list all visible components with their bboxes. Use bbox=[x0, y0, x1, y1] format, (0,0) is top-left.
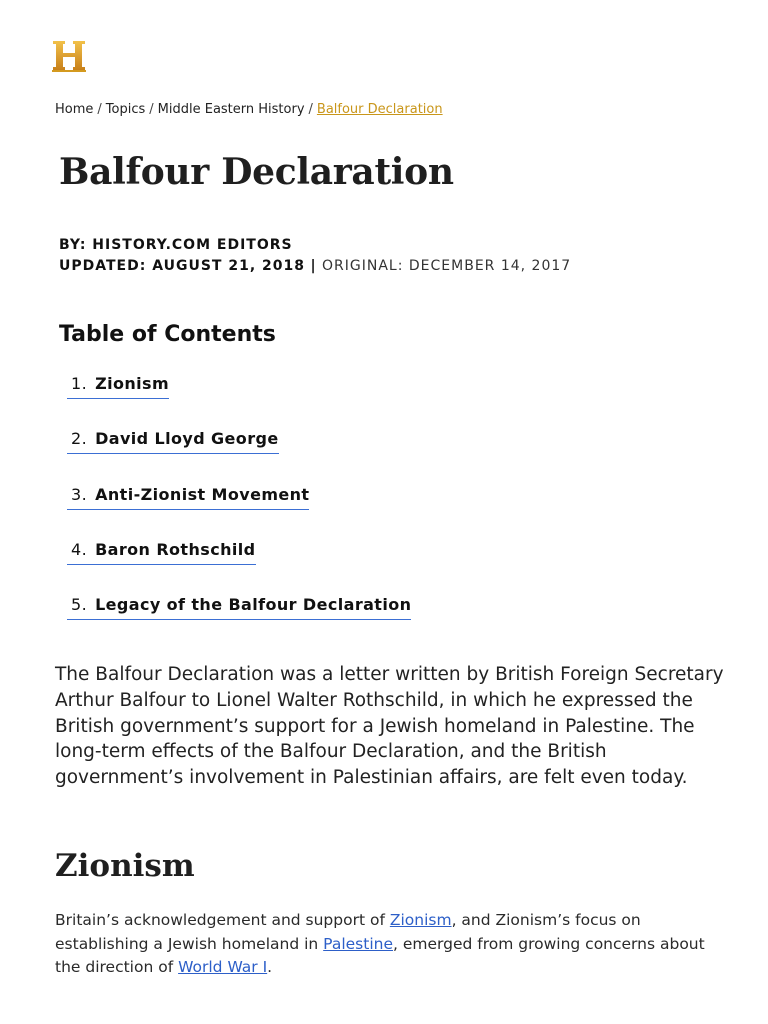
breadcrumb-separator: / bbox=[149, 102, 154, 117]
toc-link-david-lloyd-george[interactable] bbox=[67, 427, 279, 454]
author-label: BY: HISTORY.COM EDITORS bbox=[59, 237, 293, 253]
breadcrumb-middle-eastern-history[interactable]: Middle Eastern History bbox=[157, 102, 305, 117]
link-world-war-i[interactable]: World War I bbox=[178, 958, 268, 976]
toc-link-anti-zionist-movement[interactable] bbox=[67, 483, 309, 510]
toc-label: Legacy of the Balfour Declaration bbox=[95, 595, 412, 615]
byline-divider: | bbox=[310, 258, 317, 274]
toc-number: 4. bbox=[71, 539, 88, 559]
link-palestine[interactable]: Palestine bbox=[323, 934, 393, 953]
toc-label: Zionism bbox=[95, 374, 170, 393]
breadcrumb-separator: / bbox=[308, 102, 313, 117]
byline bbox=[59, 235, 571, 277]
toc-number: 2. bbox=[71, 429, 88, 449]
paragraph-text: , and Zionism’s focus on establishing a Jewish homeland in bbox=[55, 911, 641, 953]
paragraph-text: . bbox=[267, 958, 273, 976]
breadcrumb-topics[interactable]: Topics bbox=[105, 102, 146, 117]
toc-item bbox=[67, 593, 411, 648]
updated-date: UPDATED: AUGUST 21, 2018 bbox=[59, 258, 305, 274]
toc-label: Baron Rothschild bbox=[95, 539, 256, 559]
toc-link-zionism[interactable] bbox=[67, 372, 169, 399]
toc-label: Anti-Zionist Movement bbox=[95, 484, 310, 504]
toc-number: 1. bbox=[71, 374, 88, 393]
history-h-logo-icon bbox=[52, 40, 86, 72]
table-of-contents bbox=[67, 372, 411, 648]
toc-link-legacy[interactable] bbox=[67, 593, 411, 620]
breadcrumb-separator: / bbox=[97, 102, 102, 117]
original-date: ORIGINAL: DECEMBER 14, 2017 bbox=[322, 258, 572, 274]
toc-number: 3. bbox=[71, 484, 88, 504]
toc-link-baron-rothschild[interactable] bbox=[67, 538, 256, 565]
intro-paragraph: The Balfour Declaration was a letter written by British Foreign Secretary Arthur Balfour to Lionel Walter Rothschild, in which he expressed the British government’s support for a Jewish homeland in Palestine. The long-term effects of the Balfour Declaration, and the British government’s involvement in Palestinian affairs, are felt even today. bbox=[55, 664, 724, 789]
paragraph-text: , emerged from growing concerns about the direction of bbox=[55, 934, 705, 976]
breadcrumb bbox=[55, 102, 443, 117]
toc-item bbox=[67, 427, 411, 482]
toc-title: Table of Contents bbox=[59, 322, 276, 347]
page-title: Balfour Declaration bbox=[59, 151, 454, 193]
toc-item bbox=[67, 483, 411, 538]
toc-label: David Lloyd George bbox=[95, 429, 279, 449]
link-zionism[interactable]: Zionism bbox=[389, 911, 452, 929]
history-logo[interactable] bbox=[52, 40, 86, 72]
paragraph-text: Britain’s acknowledgement and support of bbox=[55, 911, 390, 929]
section-title-zionism: Zionism bbox=[55, 848, 195, 884]
toc-number: 5. bbox=[71, 595, 88, 615]
breadcrumb-home[interactable]: Home bbox=[55, 102, 94, 117]
toc-item bbox=[67, 372, 411, 427]
toc-item bbox=[67, 538, 411, 593]
section-paragraph bbox=[55, 909, 725, 980]
breadcrumb-current[interactable]: Balfour Declaration bbox=[316, 102, 443, 117]
